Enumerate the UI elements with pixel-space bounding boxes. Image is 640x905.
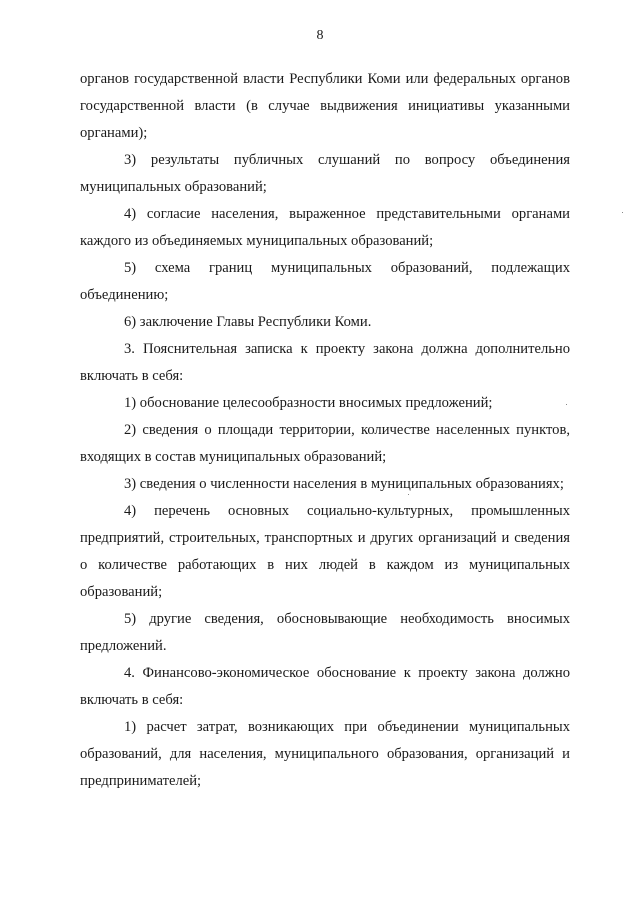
- section-financial-justification: 4. Финансово-экономическое обоснование к проекту закона должно включать в себя:: [80, 665, 570, 708]
- list-item-boundary-scheme: 5) схема границ муниципальных образований, подлежащих объединению;: [80, 260, 570, 303]
- list-item-cost-calculation: 1) расчет затрат, возникающих при объединении муниципальных образований, для населения, муниципального образования, организаций и предпринимателей;: [80, 719, 570, 789]
- section-explanatory-note: 3. Пояснительная записка к проекту закона должна дополнительно включать в себя:: [80, 341, 570, 384]
- list-item-head-conclusion: 6) заключение Главы Республики Коми.: [124, 314, 372, 330]
- scan-speck: [408, 494, 409, 495]
- scan-speck: [566, 404, 567, 405]
- list-item-population-info: 3) сведения о численности населения в муниципальных образованиях;: [124, 476, 564, 492]
- list-item-expediency: 1) обоснование целесообразности вносимых предложений;: [124, 395, 493, 411]
- list-item-other-info: 5) другие сведения, обосновывающие необходимость вносимых предложений.: [80, 611, 570, 654]
- list-item-public-hearings: 3) результаты публичных слушаний по вопросу объединения муниципальных образований;: [80, 152, 570, 195]
- list-item-territory-info: 2) сведения о площади территории, количестве населенных пунктов, входящих в состав муниципальных образований;: [80, 422, 570, 465]
- document-body: [80, 66, 570, 795]
- list-item-enterprises-list: 4) перечень основных социально-культурных, промышленных предприятий, строительных, транспортных и других организаций и сведения о количестве работающих в них людей в каждом из муниципальных образований;: [80, 503, 570, 600]
- list-item-population-consent: 4) согласие населения, выраженное представительными органами каждого из объединяемых муниципальных образований;: [80, 206, 570, 249]
- paragraph-continuation: органов государственной власти Республики Коми или федеральных органов государственной власти (в случае выдвижения инициативы указанными органами);: [80, 71, 570, 141]
- page-number: 8: [316, 28, 324, 43]
- scan-speck: [622, 212, 623, 213]
